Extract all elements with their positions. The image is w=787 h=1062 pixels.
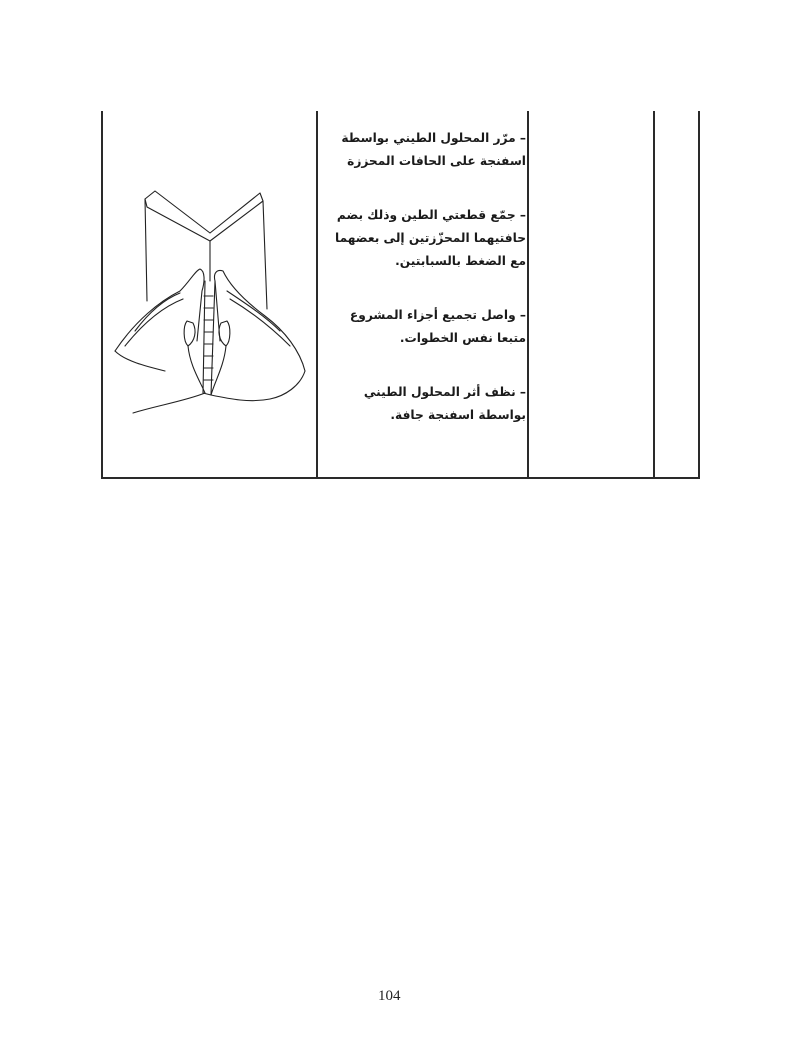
instructions-cell xyxy=(318,127,526,458)
column-divider xyxy=(527,111,529,477)
instruction-step: – مرّر المحلول الطيني بواسطة اسفنجة على الحافات المحززة xyxy=(341,131,526,168)
illustration-cell xyxy=(105,181,317,421)
instruction-step: – جمّع قطعتي الطين وذلك بضم حافتيهما المحزّزتين إلى بعضهما مع الضغط بالسبابتين. xyxy=(335,208,526,268)
page-number: 104 xyxy=(378,988,401,1004)
hands-joining-clay-icon xyxy=(105,181,317,421)
column-divider xyxy=(653,111,655,477)
instruction-table xyxy=(101,111,700,479)
instruction-step: – واصل تجميع أجزاء المشروع متبعا نفس الخطوات. xyxy=(349,308,526,345)
instruction-step: – نظف أثر المحلول الطيني بواسطة اسفنجة جافة. xyxy=(363,385,526,422)
